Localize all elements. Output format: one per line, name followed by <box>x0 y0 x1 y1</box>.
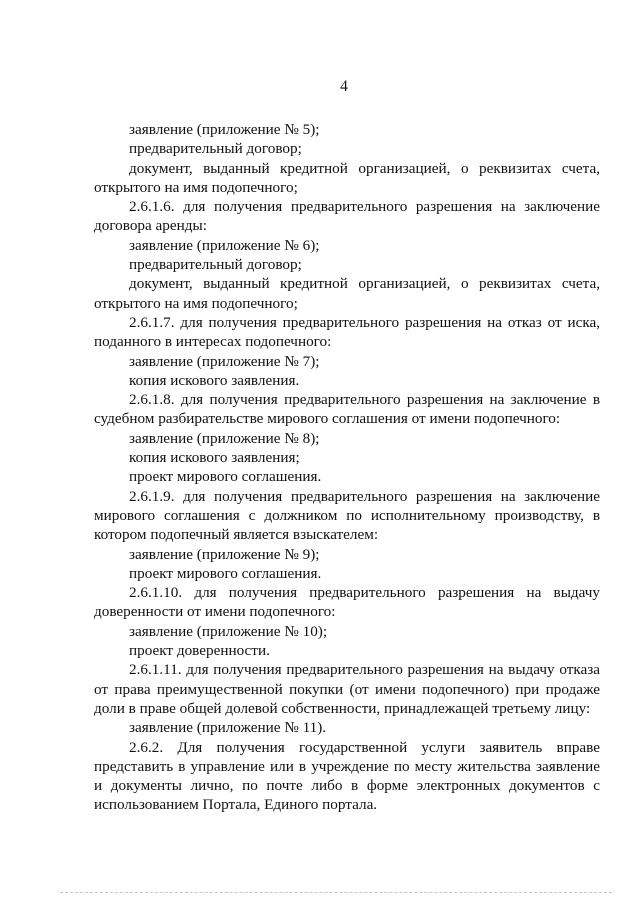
page-number: 4 <box>340 78 348 95</box>
paragraph: документ, выданный кредитной организацией, о реквизитах счета, открытого на имя подопечного; <box>94 159 600 196</box>
paragraph: 2.6.2. Для получения государственной услуги заявитель вправе представить в управление или в учреждение по месту жительства заявление и документы лично, по почте либо в форме электронных документов с использованием Портала, Единого портала. <box>94 738 600 814</box>
paragraph: копия искового заявления. <box>129 371 300 389</box>
paragraph: 2.6.1.11. для получения предварительного разрешения на выдачу отказа от права преимущественной покупки (от имени подопечного) при продаже доли в праве общей долевой собственности, принадлежащей третьему лицу: <box>94 661 600 717</box>
page-bottom-rule <box>60 892 612 893</box>
paragraph: заявление (приложение № 7); <box>129 352 320 370</box>
document-body <box>94 120 600 815</box>
paragraph: проект мирового соглашения. <box>129 468 322 486</box>
paragraph: 2.6.1.8. для получения предварительного разрешения на заключение в судебном разбирательстве мирового соглашения от имени подопечного: <box>94 391 600 428</box>
paragraph: 2.6.1.10. для получения предварительного разрешения на выдачу доверенности от имени подопечного: <box>94 584 600 621</box>
paragraph: проект доверенности. <box>129 642 270 660</box>
paragraph: предварительный договор; <box>129 140 302 158</box>
paragraph: заявление (приложение № 5); <box>129 121 320 138</box>
paragraph: предварительный договор; <box>129 256 302 274</box>
paragraph: проект мирового соглашения. <box>129 564 322 582</box>
paragraph: 2.6.1.6. для получения предварительного разрешения на заключение договора аренды: <box>94 198 600 235</box>
paragraph: 2.6.1.7. для получения предварительного разрешения на отказ от иска, поданного в интересах подопечного: <box>94 313 600 351</box>
paragraph: документ, выданный кредитной организацией, о реквизитах счета, открытого на имя подопечного; <box>94 275 600 312</box>
paragraph: заявление (приложение № 9); <box>129 545 320 563</box>
paragraph: заявление (приложение № 8); <box>129 429 320 447</box>
paragraph: заявление (приложение № 11). <box>129 719 327 737</box>
paragraph: копия искового заявления; <box>129 449 300 467</box>
paragraph: заявление (приложение № 10); <box>129 622 328 640</box>
paragraph: заявление (приложение № 6); <box>129 236 320 254</box>
paragraph: 2.6.1.9. для получения предварительного разрешения на заключение мирового соглашения с должником по исполнительному производству, в котором подопечный является взыскателем: <box>94 487 600 544</box>
